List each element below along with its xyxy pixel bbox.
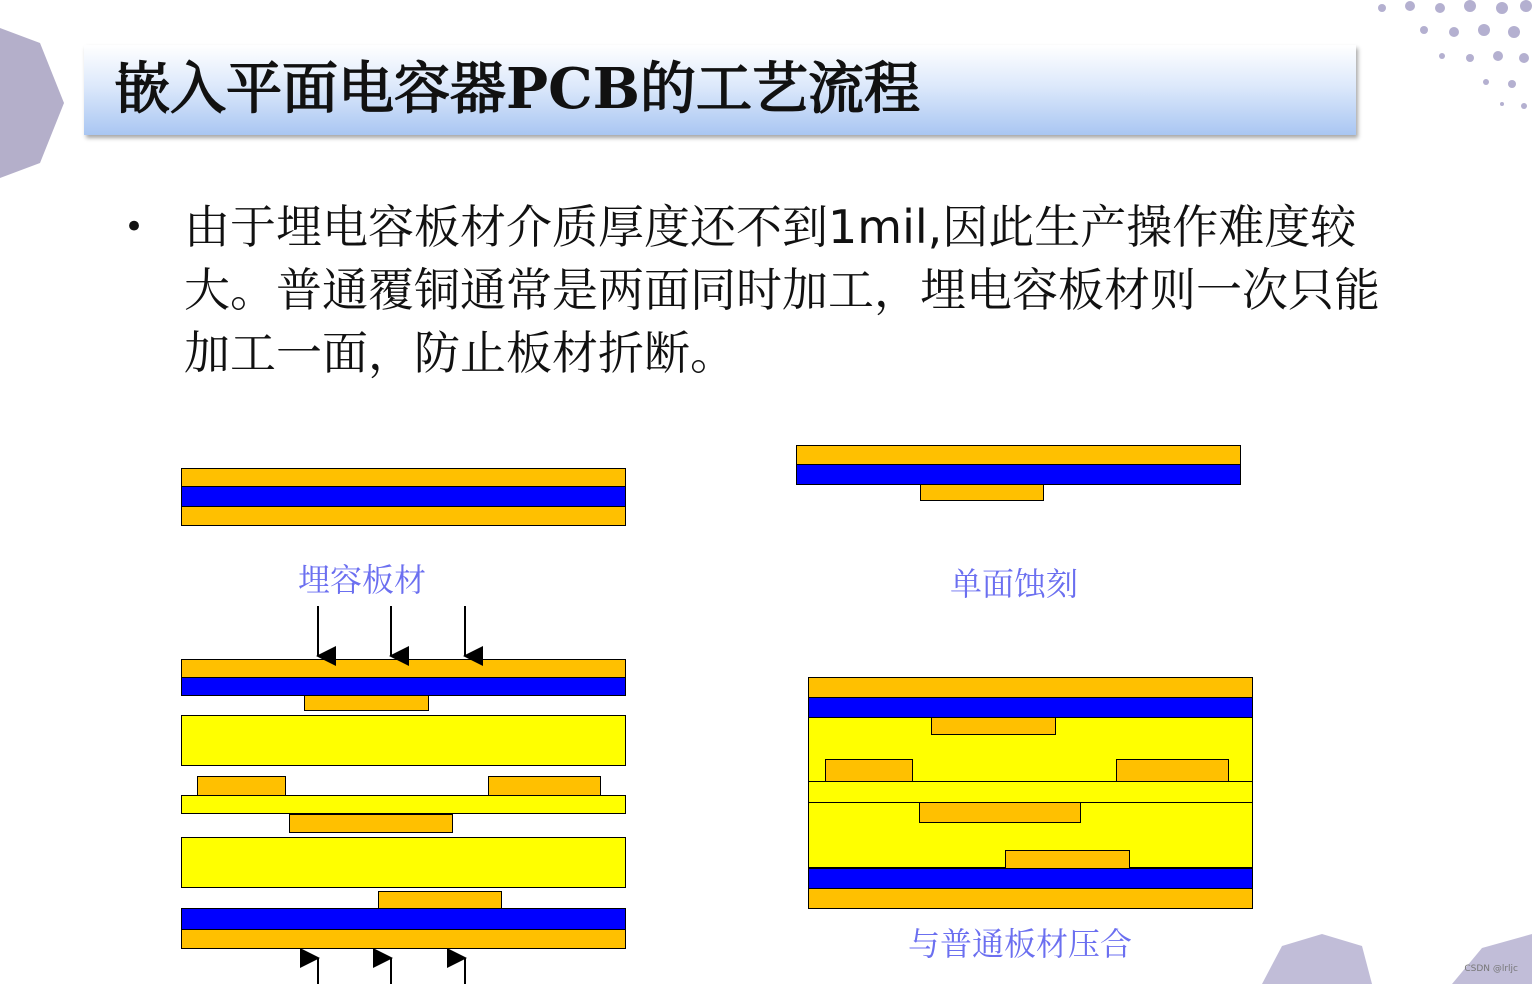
copper-pad <box>1116 759 1229 782</box>
copper-pad <box>488 776 601 796</box>
core-layer <box>808 781 1253 803</box>
copper-layer-top <box>181 659 626 678</box>
hexagon-decoration-bottom-right <box>1262 934 1532 984</box>
caption-lamination: 与普通板材压合 <box>908 925 1133 963</box>
copper-pad <box>304 695 429 711</box>
slide-title: 嵌入平面电容器PCB的工艺流程 <box>114 56 921 122</box>
copper-layer-top <box>808 677 1253 698</box>
title-bar <box>84 45 1356 135</box>
dielectric-layer <box>796 464 1241 485</box>
dielectric-layer <box>808 697 1253 718</box>
hexagon-decoration-left <box>0 28 64 178</box>
watermark: CSDN @lrljc <box>1464 964 1518 974</box>
copper-layer-bottom <box>181 506 626 526</box>
copper-layer-bottom <box>181 929 626 949</box>
dielectric-layer <box>181 486 626 507</box>
copper-layer-top <box>181 468 626 487</box>
copper-pad <box>919 802 1081 823</box>
dielectric-layer <box>181 908 626 930</box>
copper-pad <box>378 891 502 909</box>
core-layer <box>181 837 626 888</box>
core-layer <box>181 795 626 814</box>
copper-pad <box>197 776 286 796</box>
dielectric-layer <box>181 677 626 696</box>
etched-copper-pad <box>920 484 1044 501</box>
copper-pad <box>931 717 1056 735</box>
bullet-paragraph: 由于埋电容板材介质厚度还不到1mil,因此生产操作难度较大。普通覆铜通常是两面同时加工，埋电容板材则一次只能加工一面，防止板材折断。 <box>184 200 1380 380</box>
copper-layer-top <box>796 445 1241 465</box>
caption-single-side-etch: 单面蚀刻 <box>950 565 1079 603</box>
copper-pad <box>1005 850 1130 869</box>
copper-pad <box>825 759 913 782</box>
dielectric-layer <box>808 868 1253 889</box>
core-layer <box>181 715 626 766</box>
caption-embedded-laminate: 埋容板材 <box>298 561 427 599</box>
copper-pad <box>289 814 453 833</box>
bullet-marker: • <box>124 207 145 247</box>
copper-layer-bottom <box>808 888 1253 909</box>
dot-pattern-decoration <box>1362 0 1532 120</box>
